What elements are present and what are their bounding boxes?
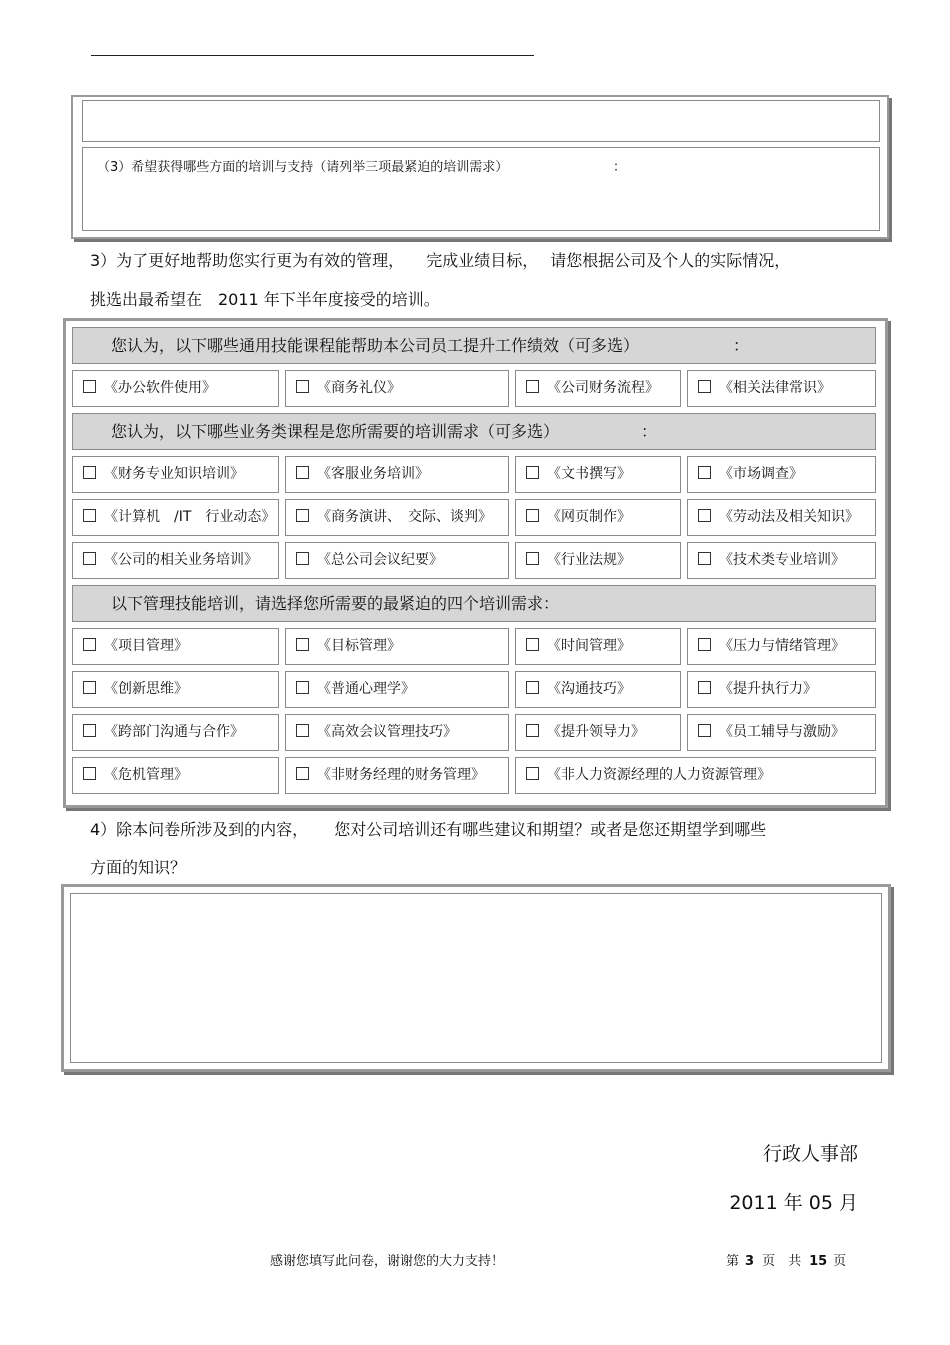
checkbox-icon[interactable] <box>296 466 309 479</box>
para4-line2: 方面的知识？ <box>90 858 187 877</box>
checkbox-item[interactable]: 《总公司会议纪要》 <box>285 542 509 579</box>
checkbox-icon[interactable] <box>83 552 96 565</box>
section2-header-text: 您认为，以下哪些业务类课程是您所需要的培训需求（可多选） <box>111 422 560 441</box>
checkbox-icon[interactable] <box>526 767 539 780</box>
checkbox-item[interactable]: 《压力与情绪管理》 <box>687 628 876 665</box>
checkbox-icon[interactable] <box>83 509 96 522</box>
checkbox-item[interactable]: 《办公软件使用》 <box>72 370 279 407</box>
checkbox-item[interactable]: 《提升执行力》 <box>687 671 876 708</box>
checkbox-icon[interactable] <box>698 509 711 522</box>
section1-colon: ： <box>733 336 750 355</box>
section1-header-text: 您认为，以下哪些通用技能课程能帮助本公司员工提升工作绩效（可多选） <box>111 336 640 355</box>
course-table <box>63 318 888 808</box>
department-signature: 行政人事部 <box>762 1143 858 1165</box>
checkbox-icon[interactable] <box>296 724 309 737</box>
suggestions-answer-area[interactable] <box>70 893 882 1063</box>
checkbox-icon[interactable] <box>296 552 309 565</box>
checkbox-item[interactable]: 《商务礼仪》 <box>285 370 509 407</box>
answer-area-q3[interactable] <box>82 147 880 231</box>
checkbox-icon[interactable] <box>698 552 711 565</box>
checkbox-item[interactable]: 《市场调查》 <box>687 456 876 493</box>
checkbox-item[interactable]: 《普通心理学》 <box>285 671 509 708</box>
checkbox-item[interactable]: 《行业法规》 <box>515 542 681 579</box>
checkbox-icon[interactable] <box>83 681 96 694</box>
para3-line2: 挑选出最希望在 2011 年下半年度接受的培训。 <box>90 290 440 309</box>
checkbox-icon[interactable] <box>296 380 309 393</box>
checkbox-item[interactable]: 《高效会议管理技巧》 <box>285 714 509 751</box>
checkbox-icon[interactable] <box>698 724 711 737</box>
checkbox-icon[interactable] <box>296 509 309 522</box>
checkbox-item[interactable]: 《沟通技巧》 <box>515 671 681 708</box>
checkbox-item[interactable]: 《员工辅导与激励》 <box>687 714 876 751</box>
checkbox-item[interactable]: 《危机管理》 <box>72 757 279 794</box>
para4-line1 <box>90 817 766 840</box>
checkbox-icon[interactable] <box>526 380 539 393</box>
para4-part-a: 4）除本问卷所涉及到的内容， <box>90 820 309 839</box>
q3-colon: ： <box>613 160 627 175</box>
checkbox-icon[interactable] <box>698 638 711 651</box>
section3-header-text: 以下管理技能培训，请选择您所需要的最紧迫的四个培训需求： <box>111 594 560 613</box>
checkbox-item[interactable]: 《客服业务培训》 <box>285 456 509 493</box>
para3-part-a: 3）为了更好地帮助您实行更为有效的管理， <box>90 251 405 270</box>
checkbox-icon[interactable] <box>526 724 539 737</box>
footer-thanks: 感谢您填写此问卷，谢谢您的大力支持！ <box>270 1254 505 1269</box>
para3-part-c: 请您根据公司及个人的实际情况， <box>550 251 791 270</box>
checkbox-icon[interactable] <box>526 552 539 565</box>
checkbox-item[interactable]: 《劳动法及相关知识》 <box>687 499 876 536</box>
checkbox-icon[interactable] <box>83 380 96 393</box>
section1-header <box>72 327 876 364</box>
checkbox-icon[interactable] <box>698 681 711 694</box>
checkbox-icon[interactable] <box>296 767 309 780</box>
checkbox-icon[interactable] <box>83 767 96 780</box>
checkbox-item[interactable]: 《技术类专业培训》 <box>687 542 876 579</box>
checkbox-item[interactable]: 《跨部门沟通与合作》 <box>72 714 279 751</box>
para3-line1 <box>90 248 790 271</box>
checkbox-icon[interactable] <box>698 380 711 393</box>
signature-date: 2011 年 05 月 <box>729 1192 858 1214</box>
previous-question-frame <box>71 95 889 239</box>
checkbox-item[interactable]: 《时间管理》 <box>515 628 681 665</box>
checkbox-item[interactable]: 《计算机 /IT 行业动态》 <box>72 499 279 536</box>
checkbox-icon[interactable] <box>296 681 309 694</box>
q3-question-text: （3）希望获得哪些方面的培训与支持（请列举三项最紧迫的培训需求） <box>97 160 509 175</box>
checkbox-item[interactable]: 《项目管理》 <box>72 628 279 665</box>
para4-part-b: 您对公司培训还有哪些建议和期望？或者是您还期望学到哪些 <box>334 820 767 839</box>
checkbox-icon[interactable] <box>698 466 711 479</box>
checkbox-icon[interactable] <box>296 638 309 651</box>
checkbox-icon[interactable] <box>83 638 96 651</box>
section2-colon: ： <box>641 422 658 441</box>
checkbox-item[interactable]: 《财务专业知识培训》 <box>72 456 279 493</box>
total-pages: 15 <box>809 1254 828 1269</box>
page-indicator: 第 3 页 共 15 页 <box>726 1254 847 1269</box>
checkbox-item[interactable]: 《文书撰写》 <box>515 456 681 493</box>
checkbox-item[interactable]: 《创新思维》 <box>72 671 279 708</box>
checkbox-item[interactable]: 《非财务经理的财务管理》 <box>285 757 509 794</box>
top-rule <box>91 55 534 56</box>
page-number: 3 <box>745 1254 755 1269</box>
checkbox-item[interactable]: 《公司财务流程》 <box>515 370 681 407</box>
suggestions-frame <box>61 884 891 1072</box>
checkbox-item[interactable]: 《提升领导力》 <box>515 714 681 751</box>
checkbox-icon[interactable] <box>526 681 539 694</box>
checkbox-item[interactable]: 《非人力资源经理的人力资源管理》 <box>515 757 876 794</box>
checkbox-icon[interactable] <box>526 509 539 522</box>
para3-part-b: 完成业绩目标， <box>426 251 539 270</box>
checkbox-icon[interactable] <box>526 466 539 479</box>
checkbox-item[interactable]: 《相关法律常识》 <box>687 370 876 407</box>
checkbox-icon[interactable] <box>83 724 96 737</box>
section3-header <box>72 585 876 622</box>
checkbox-item[interactable]: 《网页制作》 <box>515 499 681 536</box>
checkbox-item[interactable]: 《商务演讲、 交际、谈判》 <box>285 499 509 536</box>
section2-header <box>72 413 876 450</box>
checkbox-item[interactable]: 《公司的相关业务培训》 <box>72 542 279 579</box>
answer-area-previous[interactable] <box>82 100 880 142</box>
checkbox-item[interactable]: 《目标管理》 <box>285 628 509 665</box>
checkbox-icon[interactable] <box>526 638 539 651</box>
checkbox-icon[interactable] <box>83 466 96 479</box>
